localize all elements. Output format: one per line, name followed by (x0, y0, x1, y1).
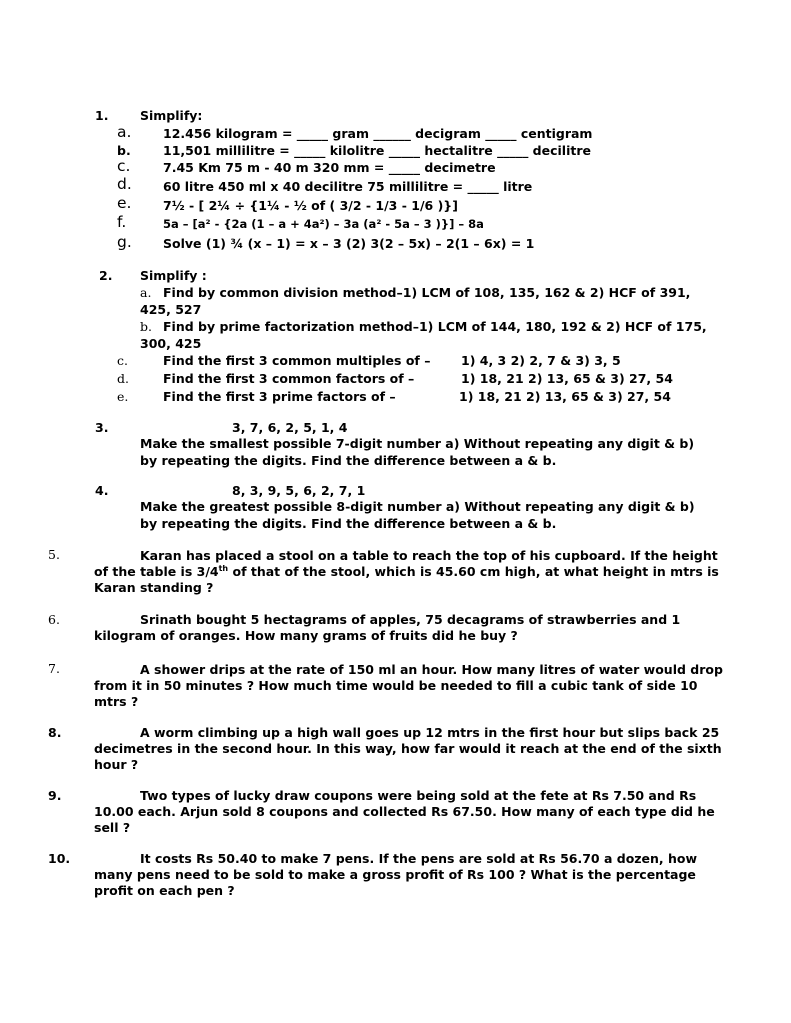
question-text: profit on each pen ? (94, 883, 235, 898)
question-number: 1. (95, 108, 109, 123)
question-text: by repeating the digits. Find the difference between a & b. (140, 453, 557, 468)
item-letter: c. (117, 157, 131, 175)
digit-list: 3, 7, 6, 2, 5, 1, 4 (232, 420, 348, 435)
question-text: A worm climbing up a high wall goes up 12 mtrs in the first hour but slips back 25 (140, 725, 720, 740)
item-letter: e. (117, 389, 129, 404)
item-text-cont: 300, 425 (140, 336, 202, 351)
question-number: 9. (48, 788, 62, 803)
item-letter: f. (117, 213, 127, 231)
item-letter: b. (117, 143, 131, 158)
question-number: 8. (48, 725, 62, 740)
question-text: sell ? (94, 820, 131, 835)
item-text: Find the first 3 common multiples of – (163, 353, 431, 368)
question-number: 7. (48, 661, 60, 676)
question-number: 6. (48, 612, 60, 627)
question-text: Make the greatest possible 8-digit number a) Without repeating any digit & b) (140, 499, 695, 514)
question-text: of the table is 3/4th of that of the stool, which is 45.60 cm high, at what height in mtrs is (94, 564, 719, 580)
item-text: Find the first 3 common factors of – (163, 371, 415, 386)
item-text: Find by prime factorization method–1) LCM of 144, 180, 192 & 2) HCF of 175, (163, 319, 707, 334)
item-values: 1) 18, 21 2) 13, 65 & 3) 27, 54 (459, 389, 671, 404)
question-text: It costs Rs 50.40 to make 7 pens. If the pens are sold at Rs 56.70 a dozen, how (140, 851, 698, 866)
item-values: 1) 4, 3 2) 2, 7 & 3) 3, 5 (461, 353, 621, 368)
question-text: from it in 50 minutes ? How much time would be needed to fill a cubic tank of side 10 (94, 678, 698, 693)
question-title: Simplify : (140, 268, 207, 283)
question-title: Simplify: (140, 108, 203, 123)
item-text: 11,501 millilitre = _____ kilolitre _____ hectalitre _____ decilitre (163, 143, 591, 158)
question-text: Srinath bought 5 hectagrams of apples, 75 decagrams of strawberries and 1 (140, 612, 681, 627)
question-number: 4. (95, 483, 109, 498)
item-letter: b. (140, 319, 152, 334)
question-number: 10. (48, 851, 71, 866)
item-letter: c. (117, 353, 128, 368)
question-text: Karan has placed a stool on a table to reach the top of his cupboard. If the height (140, 548, 718, 563)
item-text: 7½ - [ 2¼ ÷ {1¼ - ½ of ( 3/2 - 1/3 - 1/6 )}] (163, 198, 458, 213)
item-letter: a. (140, 285, 152, 300)
question-text: by repeating the digits. Find the difference between a & b. (140, 516, 557, 531)
question-text: decimetres in the second hour. In this way, how far would it reach at the end of the sixth (94, 741, 722, 756)
question-number: 3. (95, 420, 109, 435)
item-values: 1) 18, 21 2) 13, 65 & 3) 27, 54 (461, 371, 673, 386)
question-number: 2. (99, 268, 113, 283)
question-text: A shower drips at the rate of 150 ml an hour. How many litres of water would drop (140, 662, 723, 677)
item-text: 7.45 Km 75 m - 40 m 320 mm = _____ decimetre (163, 160, 496, 175)
item-letter: e. (117, 194, 132, 212)
item-text: 60 litre 450 ml x 40 decilitre 75 millilitre = _____ litre (163, 179, 533, 194)
item-text: Solve (1) ¾ (x – 1) = x – 3 (2) 3(2 – 5x) – 2(1 – 6x) = 1 (163, 236, 535, 251)
question-text: Karan standing ? (94, 580, 214, 595)
question-text: Two types of lucky draw coupons were being sold at the fete at Rs 7.50 and Rs (140, 788, 697, 803)
item-text-cont: 425, 527 (140, 302, 202, 317)
digit-list: 8, 3, 9, 5, 6, 2, 7, 1 (232, 483, 366, 498)
question-text: 10.00 each. Arjun sold 8 coupons and collected Rs 67.50. How many of each type did he (94, 804, 715, 819)
item-text: 5a – [a² - {2a (1 – a + 4a²) – 3a (a² - 5a – 3 )}] – 8a (163, 217, 484, 231)
item-letter: g. (117, 233, 132, 251)
item-letter: d. (117, 371, 129, 386)
item-text: 12.456 kilogram = _____ gram ______ decigram _____ centigram (163, 126, 593, 141)
question-text: Make the smallest possible 7-digit number a) Without repeating any digit & b) (140, 436, 695, 451)
question-text: hour ? (94, 757, 139, 772)
item-letter: d. (117, 175, 132, 193)
item-letter: a. (117, 123, 132, 141)
question-text: mtrs ? (94, 694, 139, 709)
item-text: Find the first 3 prime factors of – (163, 389, 396, 404)
question-text: many pens need to be sold to make a gross profit of Rs 100 ? What is the percentage (94, 867, 696, 882)
question-text: kilogram of oranges. How many grams of fruits did he buy ? (94, 628, 518, 643)
question-number: 5. (48, 547, 60, 562)
item-text: Find by common division method–1) LCM of 108, 135, 162 & 2) HCF of 391, (163, 285, 691, 300)
